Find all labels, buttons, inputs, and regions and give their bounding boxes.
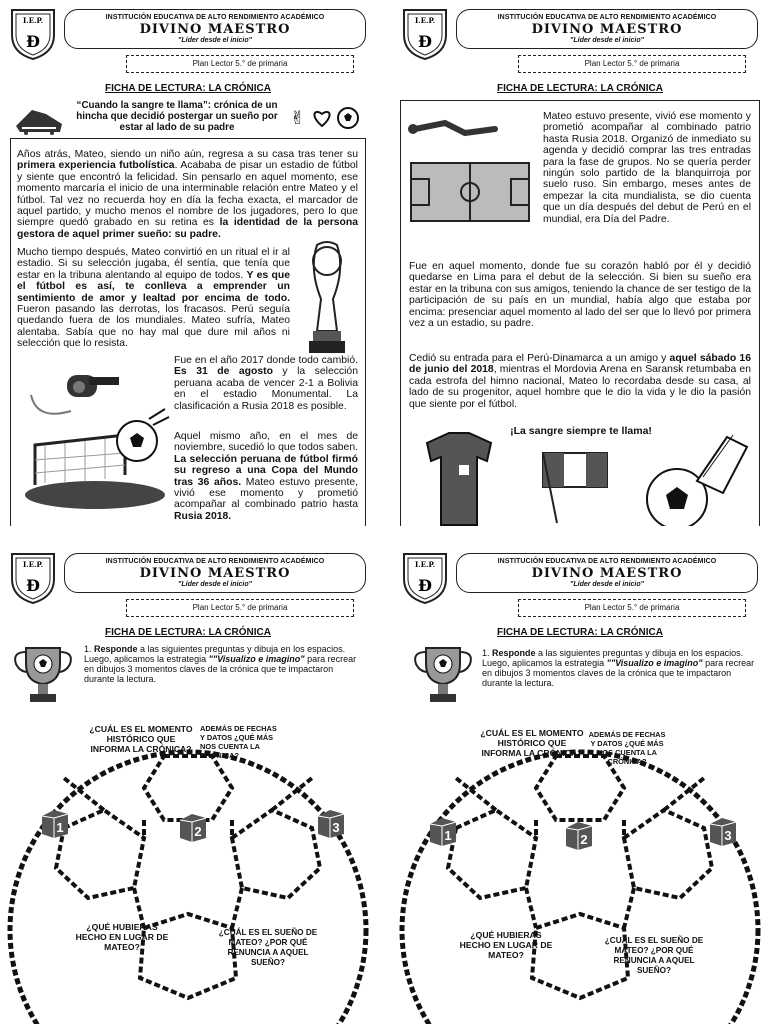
paragraph-2: Mucho tiempo después, Mateo convirtió en un ritual el ir al estadio. Si su selección jugaba, él sentía, que tenía que estar en la tribuna alentando al equipo de todos. Y es que el fútbol es así, te conlleva a emprender un sentimiento de amor y lealtad por encima de todo. Fueron pasando las derrotas, los fracasos. Perú seguía quedando fuera de los mundiales. Mateo sufría, Mateo alentaba. Sabía que no hay mal que dure mil años ni selección que lo resista. [17, 247, 290, 350]
page-top-right [396, 4, 764, 526]
svg-text:Ð: Ð [26, 576, 40, 595]
reading-box [400, 100, 760, 526]
paragraph-1: Mateo estuvo presente, vivió ese momento y prometió acompañar al combinado patrio hasta Rusia 2018. Organizó de inmediato su agenda y decidió comprar las tres entradas para la fase de grupos. No se quería perder ningún solo partido de la blanquirroja por suelo ruso. Sin embargo, meses antes de empezar la cita mundialista, se dio cuenta que un día después del debut de Perú en el mundial, era Día del Padre. [543, 111, 751, 225]
jersey-flag-ball-icon [407, 429, 757, 526]
cube-3-icon [314, 806, 348, 845]
paragraph-1: Años atrás, Mateo, siendo un niño aún, regresa a su casa tras tener su primera experiencia futbolística. Acababa de pisar un estadio de fútbol y siente que encontró la felicidad. Sin pensarlo en aquel momento, ese momento marcaría el inicio de una interminable relación entre Mateo y el fútbol. Tal vez no recuerda hoy en día la fecha exacta, el marcador de aquel partido, y mucho menos el nombre de los jugadores, pero lo que siempre quedó grabado en su retina es la identidad de la persona gestora de aquel primer sueño: su padre. [17, 149, 358, 240]
cube-2-icon [176, 810, 210, 849]
svg-text:2: 2 [580, 832, 588, 847]
plan-label: Plan Lector 5.° de primaria [126, 55, 354, 73]
paragraph-4: Aquel mismo año, en el mes de noviembre, sucedió lo que todos saben. La selección peruana de fútbol firmó su regreso a una Copa del Mundo tras 36 años. Mateo estuvo presente, vivió ese momento y prometió acompañar al combinado patrio hasta Rusia 2018. [174, 431, 358, 522]
school-name: DIVINO MAESTRO [531, 566, 683, 581]
ficha-title: FICHA DE LECTURA: LA CRÓNICA [105, 83, 271, 94]
paragraph-3: Fue en el año 2017 donde todo cambió. Es 31 de agosto y la selección peruana acaba de vencer 2-1 a Bolivia en el estadio Monumental. La clasificación a Rusia 2018 es posible. [174, 355, 358, 412]
svg-text:I.E.P.: I.E.P. [22, 560, 44, 569]
school-slogan: "Líder desde el inicio" [570, 581, 644, 588]
paragraph-3: Cedió su entrada para el Perú-Dinamarca a un amigo y aquel sábado 16 de junio del 2018, mientras el Mordovia Arena en Saransk retumbaba en cada estrofa del himno nacional, Mateo lo recordaba desde su casa, al lado de su progenitor, aquel hombre que le dio la vida y le dio la pasión que siente por el fútbol. [409, 353, 751, 410]
ficha-title: FICHA DE LECTURA: LA CRÓNICA [497, 627, 663, 638]
question-1: ¿CUÁL ES EL MOMENTO HISTÓRICO QUE INFORMA LA CRÓNICA? [480, 728, 584, 758]
institution-name: INSTITUCIÓN EDUCATIVA DE ALTO RENDIMIENTO ACADÉMICO [105, 558, 325, 565]
header-title-box [64, 553, 366, 593]
institution-name: INSTITUCIÓN EDUCATIVA DE ALTO RENDIMIENTO ACADÉMICO [497, 14, 717, 21]
plan-label: Plan Lector 5.° de primaria [518, 55, 746, 73]
cube-1-icon [426, 814, 460, 853]
svg-text:1: 1 [444, 828, 452, 843]
question-2: ADEMÁS DE FECHAS Y DATOS ¿QUÉ MÁS NOS CUENTA LA CRÓNICA? [588, 730, 666, 766]
reading-box [10, 138, 366, 526]
goal-and-ball-icon [25, 405, 173, 520]
institution-name: INSTITUCIÓN EDUCATIVA DE ALTO RENDIMIENTO ACADÉMICO [105, 14, 325, 21]
world-cup-trophy-icon [299, 239, 355, 364]
svg-text:3: 3 [332, 820, 340, 835]
plan-label: Plan Lector 5.° de primaria [126, 599, 354, 617]
question-1: ¿CUÁL ES EL MOMENTO HISTÓRICO QUE INFORMA LA CRÓNICA? [89, 724, 193, 754]
header-title-box [456, 9, 758, 49]
page-top-left [4, 4, 372, 526]
svg-text:3: 3 [724, 828, 732, 843]
header-title-box [64, 9, 366, 49]
svg-text:I.E.P.: I.E.P. [414, 560, 436, 569]
ficha-title: FICHA DE LECTURA: LA CRÓNICA [497, 83, 663, 94]
school-crest-icon [8, 551, 58, 605]
closing-line: ¡La sangre siempre te llama! [510, 425, 652, 437]
headline: “Cuando la sangre te llama”: crónica de un hincha que decidió postergar un sueño por estar al lado de su padre [76, 100, 278, 133]
svg-text:I.E.P.: I.E.P. [22, 16, 44, 25]
football-boots-icon [12, 100, 66, 141]
question-4: ¿CUÁL ES EL SUEÑO DE MATEO? ¿POR QUÉ RENUNCIA A AQUEL SUEÑO? [604, 936, 704, 975]
svg-text:Ð: Ð [418, 32, 432, 51]
school-name: DIVINO MAESTRO [531, 22, 683, 37]
svg-text:Ð: Ð [26, 32, 40, 51]
school-slogan: "Líder desde el inicio" [178, 37, 252, 44]
question-3: ¿QUÉ HUBIERAS HECHO EN LUGAR DE MATEO? [459, 930, 553, 960]
school-slogan: "Líder desde el inicio" [570, 37, 644, 44]
school-crest-icon [400, 7, 450, 61]
question-4: ¿CUÁL ES EL SUEÑO DE MATEO? ¿POR QUÉ RENUNCIA A AQUEL SUEÑO? [218, 928, 318, 967]
page-bottom-right [396, 548, 764, 1024]
institution-name: INSTITUCIÓN EDUCATIVA DE ALTO RENDIMIENTO ACADÉMICO [497, 558, 717, 565]
school-name: DIVINO MAESTRO [139, 22, 291, 37]
header-title-box [456, 553, 758, 593]
question-2: ADEMÁS DE FECHAS Y DATOS ¿QUÉ MÁS NOS CUENTA LA CRÓNICA? [200, 724, 277, 760]
school-crest-icon [8, 7, 58, 61]
activity-instructions: 1. Responde a las siguientes preguntas y dibuja en los espacios. Luego, aplicamos la estrategia ""Visualizo e imagino" para recrear en dibujos 3 momentos claves de la crónica que te impactaron durante la lectura. [84, 644, 357, 684]
cube-3-icon [706, 814, 740, 853]
school-name: DIVINO MAESTRO [139, 566, 291, 581]
peace-heart-ball-icon [288, 104, 360, 135]
svg-text:I.E.P.: I.E.P. [414, 16, 436, 25]
paragraph-2: Fue en aquel momento, donde fue su corazón habló por él y decidió quedarse en Lima para el debut de la selección. Si bien su sueño era estar en la tribuna con sus amigos, teniendo la chance de ser testigo de la participación de su país en un mundial, había algo que estaba por encima: presenciar aquel momento al lado del ser que lo llevó por primera vez a un estadio, su padre. [409, 261, 751, 330]
school-slogan: "Líder desde el inicio" [178, 581, 252, 588]
svg-text:Ð: Ð [418, 576, 432, 595]
plan-label: Plan Lector 5.° de primaria [518, 599, 746, 617]
svg-text:1: 1 [56, 820, 64, 835]
school-crest-icon [400, 551, 450, 605]
page-bottom-left [4, 548, 372, 1024]
activity-instructions: 1. Responde a las siguientes preguntas y dibuja en los espacios. Luego, aplicamos la estrategia ""Visualizo e imagino" para recrear en dibujos 3 momentos claves de la crónica que te impactaron durante la lectura. [482, 648, 755, 688]
goalkeeper-pitch-icon [405, 109, 533, 234]
cube-1-icon [38, 806, 72, 845]
cube-2-icon [562, 818, 596, 857]
svg-text:2: 2 [194, 824, 202, 839]
ficha-title: FICHA DE LECTURA: LA CRÓNICA [105, 627, 271, 638]
question-3: ¿QUÉ HUBIERAS HECHO EN LUGAR DE MATEO? [75, 922, 169, 952]
svg-text:✌: ✌ [290, 108, 306, 129]
